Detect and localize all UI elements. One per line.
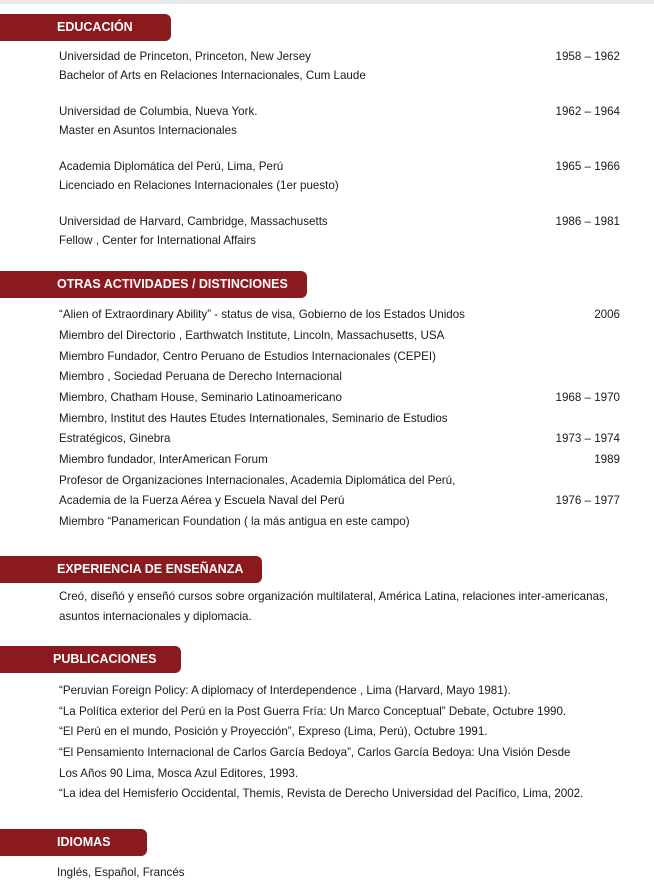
activity-line-8-years: 1989: [594, 453, 620, 466]
publication-line-5: Los Años 90 Lima, Mosca Azul Editores, 1993.: [59, 767, 299, 780]
section-header-teaching: EXPERIENCIA DE ENSEÑANZA: [0, 556, 262, 583]
activity-line-7-years: 1973 – 1974: [555, 432, 620, 445]
activity-line-5-years: 1968 – 1970: [555, 391, 620, 404]
activity-line-1: “Alien of Extraordinary Ability” - status de visa, Gobierno de los Estados Unidos: [59, 308, 465, 321]
teaching-line-1: Creó, diseñó y enseñó cursos sobre organización multilateral, América Latina, relaciones inter-americanas,: [59, 590, 609, 603]
section-header-publications: PUBLICACIONES: [0, 646, 181, 673]
education-entry-2-degree: Master en Asuntos Internacionales: [59, 124, 237, 137]
languages-text: Inglés, Español, Francés: [57, 866, 185, 879]
education-entry-3-degree: Licenciado en Relaciones Internacionales (1er puesto): [59, 179, 339, 192]
activity-line-10-years: 1976 – 1977: [555, 494, 620, 507]
section-header-activities: OTRAS ACTIVIDADES / DISTINCIONES: [0, 271, 307, 298]
education-entry-3-years: 1965 – 1966: [555, 160, 620, 173]
education-entry-3-institution: Academia Diplomática del Perú, Lima, Perú: [59, 160, 284, 173]
activity-line-2: Miembro del Directorio , Earthwatch Institute, Lincoln, Massachusetts, USA: [59, 329, 445, 342]
activity-line-1-years: 2006: [594, 308, 620, 321]
education-entry-4-degree: Fellow , Center for International Affairs: [59, 234, 256, 247]
activity-line-11: Miembro “Panamerican Foundation ( la más antigua en este campo): [59, 515, 410, 528]
education-entry-4-institution: Universidad de Harvard, Cambridge, Massachusetts: [59, 215, 328, 228]
activity-line-9: Profesor de Organizaciones Internacionales, Academia Diplomática del Perú,: [59, 474, 456, 487]
publication-line-2: “La Política exterior del Perú en la Post Guerra Fría: Un Marco Conceptual” Debate, Octubre 1990.: [59, 705, 567, 718]
education-entry-2-institution: Universidad de Columbia, Nueva York.: [59, 105, 258, 118]
publication-line-3: “El Perú en el mundo, Posición y Proyección”, Expreso (Lima, Perú), Octubre 1991.: [59, 725, 488, 738]
activity-line-3: Miembro Fundador, Centro Peruano de Estudios Internacionales (CEPEI): [59, 350, 436, 363]
education-entry-1-years: 1958 – 1962: [555, 50, 620, 63]
activity-line-7: Estratégicos, Ginebra: [59, 432, 171, 445]
education-entry-4-years: 1986 – 1981: [555, 215, 620, 228]
teaching-line-2: asuntos internacionales y diplomacia.: [59, 610, 252, 623]
publication-line-1: “Peruvian Foreign Policy: A diplomacy of Interdependence , Lima (Harvard, Mayo 1981).: [59, 684, 511, 697]
publication-line-6: “La idea del Hemisferio Occidental, Themis, Revista de Derecho Universidad del Pacífico, Lima, 2002.: [59, 787, 584, 800]
activity-line-8: Miembro fundador, InterAmerican Forum: [59, 453, 268, 466]
education-entry-1-degree: Bachelor of Arts en Relaciones Internacionales, Cum Laude: [59, 69, 366, 82]
activity-line-6: Miembro, Institut des Hautes Etudes Internationales, Seminario de Estudios: [59, 412, 448, 425]
section-header-education: EDUCACIÓN: [0, 14, 171, 41]
activity-line-4: Miembro , Sociedad Peruana de Derecho Internacional: [59, 370, 342, 383]
top-border: [0, 0, 654, 4]
publication-line-4: “El Pensamiento Internacional de Carlos García Bedoya”, Carlos García Bedoya: Una Visión Desde: [59, 746, 571, 759]
section-header-languages: IDIOMAS: [0, 829, 147, 856]
activity-line-10: Academia de la Fuerza Aérea y Escuela Naval del Perú: [59, 494, 345, 507]
education-entry-2-years: 1962 – 1964: [555, 105, 620, 118]
education-entry-1-institution: Universidad de Princeton, Princeton, New Jersey: [59, 50, 311, 63]
activity-line-5: Miembro, Chatham House, Seminario Latinoamericano: [59, 391, 342, 404]
